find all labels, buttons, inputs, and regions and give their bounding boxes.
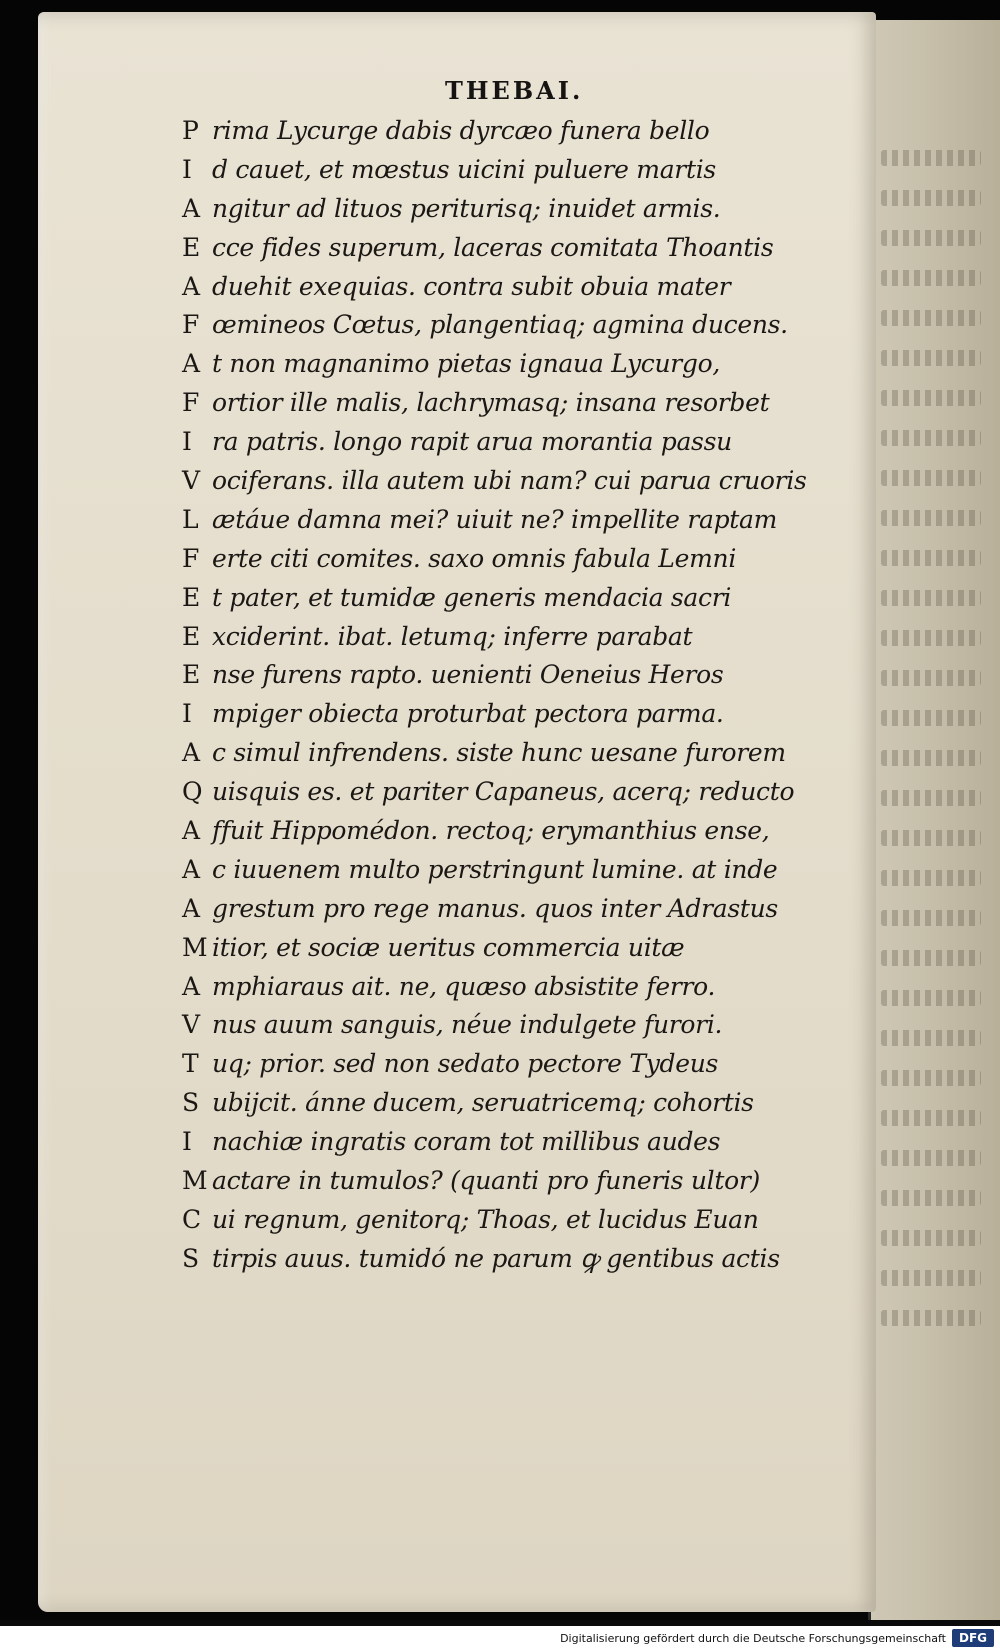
verse-text: d cauet, et mœstus uicini puluere martis	[212, 154, 716, 184]
ghost-text	[881, 190, 981, 206]
verse-line	[182, 773, 807, 812]
verse-line	[182, 579, 807, 618]
verse-initial: A	[182, 271, 200, 301]
verse-line	[182, 1123, 807, 1162]
verse-initial: E	[182, 582, 200, 612]
verse-initial: A	[182, 854, 200, 884]
ghost-text	[881, 1270, 981, 1286]
verse-text: ortior ille malis, lachrymasq; insana resorbet	[212, 388, 770, 418]
verse-line	[182, 812, 807, 851]
verse-line	[182, 462, 807, 501]
verse-line	[182, 229, 807, 268]
verse-text: œmineos Cœtus, plangentiaq; agmina ducens.	[212, 310, 788, 340]
verse-initial: M	[182, 932, 208, 962]
verse-text: erte citi comites. saxo omnis fabula Lemni	[212, 543, 737, 573]
verse-line	[182, 423, 807, 462]
verse-initial: F	[182, 388, 200, 418]
verse-initial: A	[182, 193, 200, 223]
verse-text: uisquis es. et pariter Capaneus, acerq; reducto	[212, 777, 795, 807]
ghost-text	[881, 350, 981, 366]
verse-text: cce fides superum, laceras comitata Thoantis	[212, 232, 774, 262]
verse-text: nachiæ ingratis coram tot millibus audes	[212, 1127, 721, 1157]
verse-text: grestum pro rege manus. quos inter Adrastus	[212, 893, 778, 923]
ghost-text	[881, 1070, 981, 1086]
verse-line	[182, 1084, 807, 1123]
ghost-text	[881, 670, 981, 686]
ghost-text	[881, 910, 981, 926]
dfg-logo: DFG	[952, 1629, 994, 1647]
verse-text: mpiger obiecta proturbat pectora parma.	[212, 699, 724, 729]
verse-line	[182, 384, 807, 423]
verse-text: t non magnanimo pietas ignaua Lycurgo,	[212, 349, 721, 379]
verse-line	[182, 151, 807, 190]
verse-line	[182, 618, 807, 657]
verse-initial: Q	[182, 777, 203, 807]
verse-initial: V	[182, 1010, 200, 1040]
ghost-text	[881, 1150, 981, 1166]
verse-initial: E	[182, 621, 200, 651]
ghost-text	[881, 950, 981, 966]
verse-text: c simul infrendens. siste hunc uesane furorem	[212, 738, 786, 768]
verse-initial: F	[182, 310, 200, 340]
ghost-text	[881, 390, 981, 406]
verse-text: actare in tumulos? (quanti pro funeris ultor)	[212, 1166, 760, 1196]
ghost-text	[881, 750, 981, 766]
verse-text: xciderint. ibat. letumq; inferre parabat	[212, 621, 693, 651]
verse-initial: A	[182, 893, 200, 923]
verse-text: ui regnum, genitorq; Thoas, et lucidus Euan	[212, 1204, 759, 1234]
verse-line	[182, 968, 807, 1007]
verse-line	[182, 851, 807, 890]
verse-initial: A	[182, 971, 200, 1001]
ghost-text	[881, 230, 981, 246]
ghost-text	[881, 990, 981, 1006]
facing-page-edge	[868, 20, 1000, 1620]
verse-text: ngitur ad lituos periturisq; inuidet armis.	[212, 193, 721, 223]
ghost-text	[881, 1230, 981, 1246]
verse-initial: I	[182, 1127, 192, 1157]
ghost-text	[881, 1190, 981, 1206]
verse-text: c iuuenem multo perstringunt lumine. at inde	[212, 854, 778, 884]
verse-initial: V	[182, 466, 200, 496]
ghost-text	[881, 150, 981, 166]
verse-line	[182, 1201, 807, 1240]
verse-initial: S	[182, 1088, 199, 1118]
verse-line	[182, 1240, 807, 1279]
ghost-text	[881, 630, 981, 646]
verse-initial: F	[182, 543, 200, 573]
verse-text: ubijcit. ánne ducem, seruatricemq; cohortis	[212, 1088, 754, 1118]
verse-initial: P	[182, 116, 199, 145]
verse-text: nse furens rapto. uenienti Oeneius Heros	[212, 660, 724, 690]
verse-initial: M	[182, 1166, 208, 1196]
verse-line	[182, 1045, 807, 1084]
verse-line	[182, 501, 807, 540]
footer-credit: Digitalisierung gefördert durch die Deutsche Forschungsgemeinschaft	[560, 1632, 946, 1645]
ghost-text	[881, 790, 981, 806]
ghost-text	[881, 510, 981, 526]
verse-text: itior, et sociæ ueritus commercia uitæ	[212, 932, 685, 962]
verse-text: mphiaraus ait. ne, quæso absistite ferro.	[212, 971, 716, 1001]
verse-initial: S	[182, 1243, 199, 1273]
verse-text: ociferans. illa autem ubi nam? cui parua cruoris	[212, 466, 807, 496]
verse-text: ffuit Hippomédon. rectoq; erymanthius ense,	[212, 816, 770, 846]
verse-line	[182, 695, 807, 734]
verse-line	[182, 190, 807, 229]
verse-list	[182, 112, 807, 1279]
ghost-text	[881, 1110, 981, 1126]
verse-initial: I	[182, 154, 192, 184]
ghost-text	[881, 590, 981, 606]
ghost-text	[881, 830, 981, 846]
ghost-text	[881, 470, 981, 486]
ghost-text	[881, 430, 981, 446]
verse-line	[182, 734, 807, 773]
ghost-text	[881, 870, 981, 886]
verse-line	[182, 112, 807, 151]
verse-initial: E	[182, 232, 200, 262]
verse-line	[182, 1162, 807, 1201]
verse-text: nus auum sanguis, néue indulgete furori.	[212, 1010, 723, 1040]
ghost-text	[881, 1030, 981, 1046]
verse-line	[182, 345, 807, 384]
verse-line	[182, 890, 807, 929]
ghost-text	[881, 310, 981, 326]
verse-text: ætáue damna mei? uiuit ne? impellite raptam	[212, 504, 778, 534]
verse-text: tirpis auus. tumidó ne parum ꝙ gentibus actis	[212, 1243, 780, 1273]
verse-initial: E	[182, 660, 200, 690]
verse-text: duehit exequias. contra subit obuia mater	[212, 271, 731, 301]
running-head: THEBAI.	[445, 76, 584, 105]
ghost-text	[881, 550, 981, 566]
verse-initial: A	[182, 816, 200, 846]
verse-initial: I	[182, 427, 192, 457]
ghost-text	[881, 1310, 981, 1326]
ghost-text	[881, 710, 981, 726]
verse-line	[182, 306, 807, 345]
verse-line	[182, 656, 807, 695]
verse-text: uq; prior. sed non sedato pectore Tydeus	[212, 1049, 719, 1079]
verse-initial: L	[182, 504, 199, 534]
verse-initial: A	[182, 349, 200, 379]
verse-text: ra patris. longo rapit arua morantia passu	[212, 427, 732, 457]
verse-initial: I	[182, 699, 192, 729]
verse-text: rima Lycurge dabis dyrcæo funera bello	[212, 116, 710, 145]
verse-line	[182, 1006, 807, 1045]
verse-initial: T	[182, 1049, 199, 1079]
verse-initial: C	[182, 1204, 201, 1234]
verse-text: t pater, et tumidæ generis mendacia sacri	[212, 582, 732, 612]
verse-line	[182, 268, 807, 307]
ghost-text	[881, 270, 981, 286]
verse-line	[182, 540, 807, 579]
verse-line	[182, 929, 807, 968]
verse-initial: A	[182, 738, 200, 768]
